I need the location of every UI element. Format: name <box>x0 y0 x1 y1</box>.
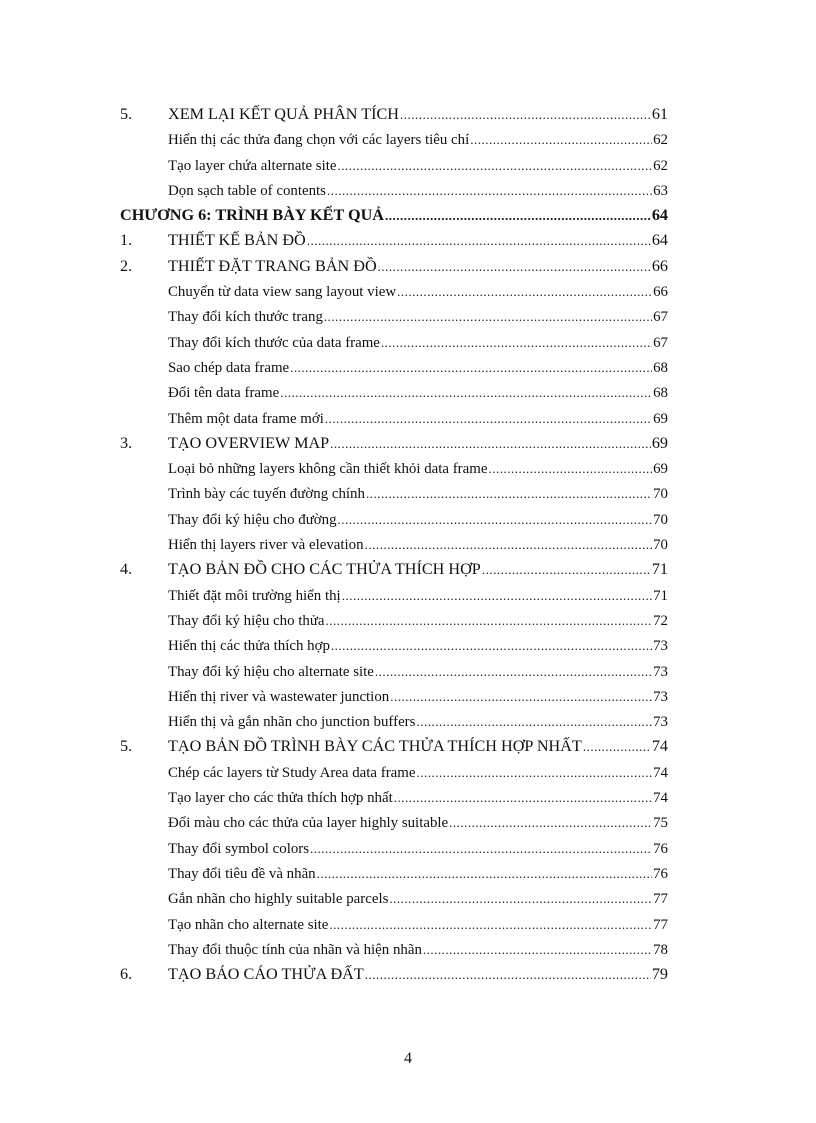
toc-entry-page: 68 <box>653 385 668 402</box>
toc-entry-page: 70 <box>653 537 668 554</box>
toc-entry-page: 64 <box>651 206 668 225</box>
toc-entry-page: 68 <box>653 359 668 376</box>
dot-leader <box>583 734 651 759</box>
dot-leader <box>290 355 652 380</box>
toc-entry-sub <box>120 456 668 481</box>
toc-entry-section <box>120 254 668 279</box>
toc-entry-section <box>120 228 668 253</box>
dot-leader <box>342 583 652 608</box>
dot-leader <box>449 810 652 835</box>
toc-entry-number: 4. <box>120 560 133 579</box>
toc-entry-sub <box>120 532 668 557</box>
dot-leader <box>310 836 652 861</box>
toc-entry-title: Thêm một data frame mới <box>168 410 324 427</box>
toc-entry-sub <box>120 684 668 709</box>
toc-entry-title: Hiển thị layers river và elevation <box>168 537 364 554</box>
toc-entry-number: 6. <box>120 965 133 984</box>
toc-entry-page: 62 <box>653 157 668 174</box>
toc-entry-sub <box>120 760 668 785</box>
toc-entry-sub <box>120 709 668 734</box>
dot-leader <box>400 102 651 127</box>
toc-entry-sub <box>120 380 668 405</box>
toc-entry-sub <box>120 861 668 886</box>
toc-entry-page: 73 <box>653 714 668 731</box>
toc-entry-number: 3. <box>120 433 133 452</box>
toc-entry-sub <box>120 659 668 684</box>
dot-leader <box>416 709 652 734</box>
toc-entry-title: Tạo layer chứa alternate site <box>168 157 337 174</box>
toc-entry-section <box>120 102 668 127</box>
dot-leader <box>482 557 651 582</box>
dot-leader <box>325 406 652 431</box>
toc-entry-title: Thay đổi symbol colors <box>168 840 310 857</box>
toc-entry-sub <box>120 304 668 329</box>
toc-entry-title: Thay đổi ký hiệu cho đường <box>168 511 337 528</box>
dot-leader <box>423 937 652 962</box>
toc-entry-number: 5. <box>120 105 133 123</box>
toc-entry-page: 71 <box>653 587 668 604</box>
toc-entry-sub <box>120 153 668 178</box>
toc-entry-title: Hiển thị river và wastewater junction <box>168 688 390 705</box>
toc-entry-page: 78 <box>653 941 668 958</box>
dot-leader <box>365 962 651 987</box>
toc-entry-page: 70 <box>653 486 668 503</box>
toc-entry-title: Gắn nhãn cho highly suitable parcels <box>168 891 389 908</box>
toc-entry-title: Thay đổi kích thước trang <box>168 309 323 326</box>
toc-entry-sub <box>120 836 668 861</box>
toc-entry-page: 77 <box>653 891 668 908</box>
dot-leader <box>331 633 652 658</box>
toc-entry-title: Loại bỏ những layers không cần thiết khỏi data frame <box>168 461 488 478</box>
toc-entry-page: 70 <box>653 511 668 528</box>
toc-entry-page: 74 <box>653 764 668 781</box>
toc-entry-page: 61 <box>651 105 668 123</box>
toc-entry-section <box>120 557 668 582</box>
dot-leader <box>416 760 652 785</box>
dot-leader <box>378 254 651 279</box>
dot-leader <box>307 228 651 253</box>
toc-entry-title: Chuyển từ data view sang layout view <box>168 284 397 301</box>
dot-leader <box>337 153 652 178</box>
toc-entry-sub <box>120 507 668 532</box>
toc-entry-page: 74 <box>651 737 668 756</box>
toc-entry-page: 79 <box>651 965 668 984</box>
toc-entry-title: Thay đổi ký hiệu cho thửa <box>168 612 325 629</box>
toc-entry-number: 2. <box>120 256 133 275</box>
dot-leader <box>338 507 653 532</box>
dot-leader <box>366 481 652 506</box>
toc-entry-section <box>120 962 668 987</box>
toc-entry-title: Trình bày các tuyến đường chính <box>168 486 365 503</box>
toc-entry-title: Đổi màu cho các thửa của layer highly suitable <box>168 815 449 832</box>
toc-entry-sub <box>120 810 668 835</box>
page-number: 4 <box>404 1050 412 1067</box>
dot-leader <box>317 861 652 886</box>
toc-entry-sub <box>120 330 668 355</box>
dot-leader <box>385 203 651 228</box>
toc-entry-page: 64 <box>651 231 668 250</box>
dot-leader <box>327 178 652 203</box>
toc-entry-sub <box>120 912 668 937</box>
dot-leader <box>329 912 652 937</box>
dot-leader <box>326 608 653 633</box>
toc-entry-title: Dọn sạch table of contents <box>168 182 326 199</box>
dot-leader <box>280 380 652 405</box>
dot-leader <box>365 532 653 557</box>
toc-entry-sub <box>120 406 668 431</box>
toc-entry-title: Tạo layer cho các thửa thích hợp nhất <box>168 790 393 807</box>
toc-entry-sub <box>120 785 668 810</box>
toc-entry-number: 1. <box>120 231 133 250</box>
toc-entry-title: Thay đổi ký hiệu cho alternate site <box>168 663 374 680</box>
toc-entry-title: Thay đổi thuộc tính của nhãn và hiện nhãn <box>168 941 422 958</box>
toc-entry-section <box>120 431 668 456</box>
toc-entry-title: CHƯƠNG 6: TRÌNH BÀY KẾT QUẢ <box>120 206 384 225</box>
toc-entry-page: 73 <box>653 663 668 680</box>
toc-entry-title: Hiển thị các thửa thích hợp <box>168 638 330 655</box>
toc-entry-title: Chép các layers từ Study Area data frame <box>168 764 416 781</box>
toc-entry-page: 69 <box>651 433 668 452</box>
toc-entry-title: Thay đổi kích thước của data frame <box>168 334 380 351</box>
toc-entry-title: Sao chép data frame <box>168 359 290 376</box>
toc-entry-page: 72 <box>653 612 668 629</box>
dot-leader <box>381 330 652 355</box>
dot-leader <box>488 456 652 481</box>
toc-entry-title: Tạo nhãn cho alternate site <box>168 916 329 933</box>
toc-entry-page: 76 <box>653 840 668 857</box>
toc-entry-title: THIẾT ĐẶT TRANG BẢN ĐỒ <box>168 256 377 275</box>
toc-entry-page: 74 <box>653 790 668 807</box>
toc-entry-page: 71 <box>651 560 668 579</box>
toc-entry-chapter <box>120 203 668 228</box>
toc-entry-page: 67 <box>653 309 668 326</box>
toc-entry-number: 5. <box>120 737 133 756</box>
toc-entry-page: 77 <box>653 916 668 933</box>
toc-entry-sub <box>120 937 668 962</box>
toc-entry-title: XEM LẠI KẾT QUẢ PHÂN TÍCH <box>168 105 399 123</box>
toc-entry-page: 62 <box>653 132 668 149</box>
toc-entry-sub <box>120 633 668 658</box>
toc-entry-sub <box>120 583 668 608</box>
toc-entry-sub <box>120 481 668 506</box>
toc-entry-sub <box>120 355 668 380</box>
toc-entry-sub <box>120 279 668 304</box>
toc-entry-title: Thay đổi tiêu đề và nhãn <box>168 865 316 882</box>
toc-entry-title: Hiển thị và gắn nhãn cho junction buffers <box>168 714 416 731</box>
dot-leader <box>324 304 652 329</box>
toc-entry-title: TẠO OVERVIEW MAP <box>168 433 330 452</box>
toc-entry-section <box>120 734 668 759</box>
toc-entry-sub <box>120 178 668 203</box>
toc-entry-title: TẠO BẢN ĐỒ TRÌNH BÀY CÁC THỬA THÍCH HỢP NHẤT <box>168 737 582 756</box>
toc-entry-page: 73 <box>653 688 668 705</box>
dot-leader <box>390 684 652 709</box>
toc-entry-page: 69 <box>653 410 668 427</box>
toc-entry-page: 66 <box>651 256 668 275</box>
toc-entry-title: Thiết đặt môi trường hiển thị <box>168 587 341 604</box>
toc-entry-title: TẠO BẢN ĐỒ CHO CÁC THỬA THÍCH HỢP <box>168 560 481 579</box>
toc-entry-sub <box>120 608 668 633</box>
dot-leader <box>394 785 652 810</box>
toc-entry-page: 75 <box>653 815 668 832</box>
table-of-contents <box>120 102 668 987</box>
dot-leader <box>470 127 652 152</box>
toc-entry-sub <box>120 127 668 152</box>
dot-leader <box>389 886 652 911</box>
toc-entry-sub <box>120 886 668 911</box>
toc-entry-page: 67 <box>653 334 668 351</box>
toc-entry-page: 76 <box>653 865 668 882</box>
toc-entry-page: 73 <box>653 638 668 655</box>
toc-entry-title: Hiển thị các thửa đang chọn với các layers tiêu chí <box>168 132 470 149</box>
toc-entry-title: Đổi tên data frame <box>168 385 280 402</box>
dot-leader <box>375 659 652 684</box>
toc-entry-title: THIẾT KẾ BẢN ĐỒ <box>168 231 306 250</box>
toc-entry-page: 63 <box>653 182 668 199</box>
toc-entry-page: 66 <box>653 284 668 301</box>
toc-entry-page: 69 <box>653 461 668 478</box>
toc-entry-title: TẠO BÁO CÁO THỬA ĐẤT <box>168 965 364 984</box>
dot-leader <box>330 431 651 456</box>
dot-leader <box>397 279 652 304</box>
